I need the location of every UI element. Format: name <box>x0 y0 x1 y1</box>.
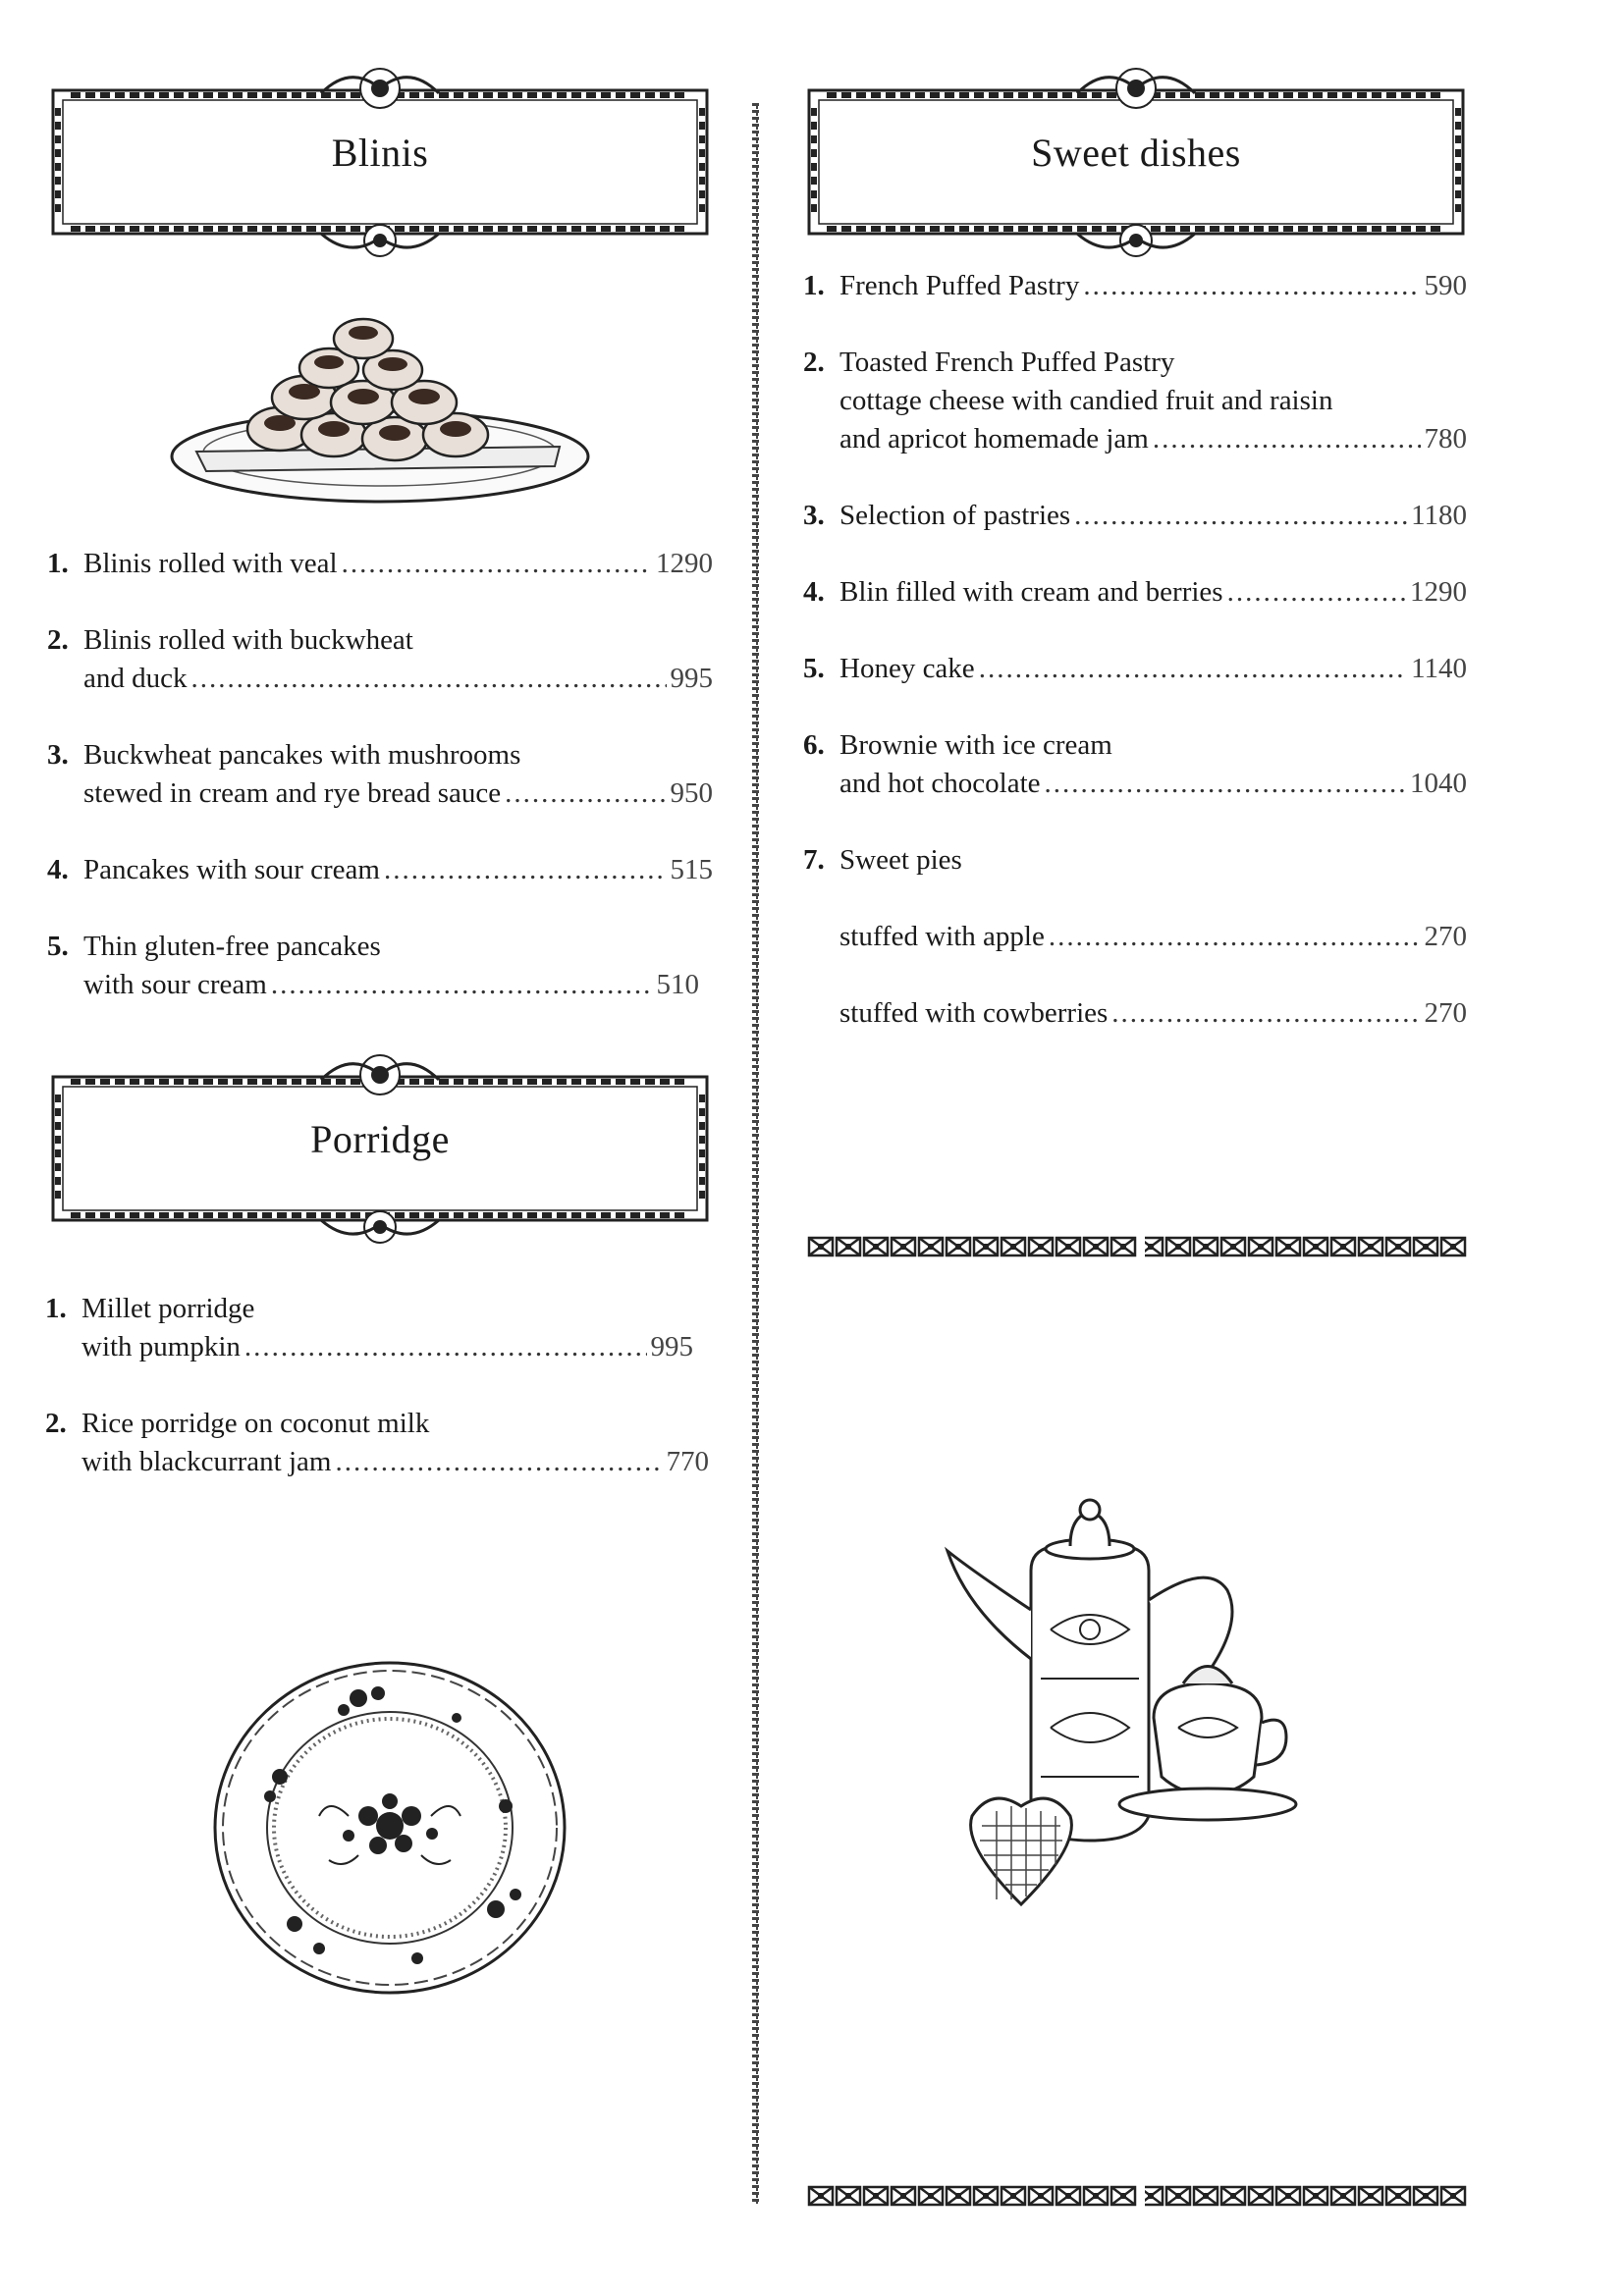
item-name: Blinis rolled with veal <box>83 548 338 579</box>
item-name-line: with blackcurrant jam <box>81 1446 332 1477</box>
dot-leader <box>1083 267 1420 305</box>
item-name: Rice porridge on coconut milk <box>81 1408 430 1439</box>
menu-item <box>45 1290 713 1366</box>
section-title-sweet-dishes: Sweet dishes <box>1031 131 1241 175</box>
section-title-blinis: Blinis <box>331 131 429 175</box>
item-price: 1180 <box>1411 500 1467 531</box>
item-number: 1. <box>45 1293 67 1324</box>
dot-leader <box>1049 918 1421 956</box>
item-name: Pancakes with sour cream <box>83 854 380 885</box>
pattern-band-bottom <box>807 2185 1467 2207</box>
item-number: 3. <box>47 739 69 771</box>
menu-item <box>803 497 1467 535</box>
item-price: 1040 <box>1410 768 1467 799</box>
item-name-line: cottage cheese with candied fruit and raisin <box>839 385 1333 416</box>
item-name: Sweet pies <box>839 844 962 876</box>
item-number: 1. <box>803 270 825 301</box>
menu-item <box>803 344 1467 458</box>
dot-leader <box>271 966 653 1004</box>
item-price: 780 <box>1424 423 1467 454</box>
porridge-menu <box>45 1290 713 1481</box>
menu-item <box>803 994 1467 1033</box>
menu-item <box>803 650 1467 688</box>
item-price: 590 <box>1424 270 1467 301</box>
item-number: 2. <box>47 624 69 656</box>
dot-leader <box>244 1328 647 1366</box>
item-number: 2. <box>803 347 825 378</box>
item-price: 270 <box>1424 921 1467 952</box>
decorative-plate-illustration <box>211 1659 569 1998</box>
item-price: 510 <box>656 969 699 1000</box>
item-name: Toasted French Puffed Pastry <box>839 347 1175 378</box>
item-number: 5. <box>47 931 69 962</box>
dot-leader <box>979 650 1407 688</box>
dot-leader <box>384 851 667 889</box>
dot-leader <box>1111 994 1420 1033</box>
item-name: Millet porridge <box>81 1293 255 1324</box>
pattern-band-top <box>807 1236 1467 1257</box>
dot-leader <box>505 774 666 813</box>
menu-item <box>47 621 713 698</box>
item-number: 3. <box>803 500 825 531</box>
item-number: 5. <box>803 653 825 684</box>
item-number: 4. <box>803 576 825 608</box>
item-price: 1290 <box>1410 576 1467 608</box>
item-name: stuffed with apple <box>839 921 1045 952</box>
item-name: Thin gluten-free pancakes <box>83 931 381 962</box>
item-name: Buckwheat pancakes with mushrooms <box>83 739 521 771</box>
item-name: Honey cake <box>839 653 975 684</box>
menu-item <box>803 841 1467 880</box>
dot-leader <box>335 1443 662 1481</box>
item-name: stuffed with cowberries <box>839 997 1109 1029</box>
item-name: Brownie with ice cream <box>839 729 1112 761</box>
menu-item <box>803 726 1467 803</box>
dot-leader <box>191 660 667 698</box>
blinis-menu <box>47 545 713 1004</box>
dot-leader <box>1045 765 1406 803</box>
item-name: Blin filled with cream and berries <box>839 576 1223 608</box>
item-name: Selection of pastries <box>839 500 1071 531</box>
menu-item <box>803 267 1467 305</box>
menu-item <box>47 545 713 583</box>
item-name-line: with pumpkin <box>81 1331 241 1362</box>
item-number: 7. <box>803 844 825 876</box>
item-name-line: and apricot homemade jam <box>839 423 1149 454</box>
menu-item <box>803 918 1467 956</box>
column-divider <box>752 103 759 2204</box>
menu-item <box>47 928 713 1004</box>
item-number: 2. <box>45 1408 67 1439</box>
menu-item <box>45 1405 713 1481</box>
item-name-line: and duck <box>83 663 188 694</box>
sweet-dishes-menu <box>803 267 1467 1033</box>
section-title-porridge: Porridge <box>310 1117 450 1161</box>
item-price: 515 <box>670 854 713 885</box>
item-number: 1. <box>47 548 69 579</box>
item-price: 270 <box>1424 997 1467 1029</box>
item-price: 995 <box>650 1331 693 1362</box>
sweet-dishes-header-frame <box>803 49 1469 236</box>
porridge-header-frame <box>47 1036 713 1227</box>
dot-leader <box>1227 573 1406 612</box>
item-price: 770 <box>666 1446 709 1477</box>
dot-leader <box>1074 497 1407 535</box>
item-price: 950 <box>670 777 713 809</box>
item-number: 6. <box>803 729 825 761</box>
teapot-and-cup-illustration <box>943 1492 1326 1924</box>
item-name-line: stewed in cream and rye bread sauce <box>83 777 502 809</box>
item-number: 4. <box>47 854 69 885</box>
item-name-line: with sour cream <box>83 969 267 1000</box>
item-price: 1140 <box>1411 653 1467 684</box>
item-price: 1290 <box>656 548 713 579</box>
item-price: 995 <box>670 663 713 694</box>
menu-item <box>47 851 713 889</box>
menu-item <box>803 573 1467 612</box>
dot-leader <box>1153 420 1421 458</box>
menu-item <box>47 736 713 813</box>
dot-leader <box>342 545 652 583</box>
pastry-plate-illustration <box>167 309 594 506</box>
item-name: Blinis rolled with buckwheat <box>83 624 413 656</box>
blinis-header-frame <box>47 49 713 236</box>
item-name-line: and hot chocolate <box>839 768 1041 799</box>
item-name: French Puffed Pastry <box>839 270 1080 301</box>
